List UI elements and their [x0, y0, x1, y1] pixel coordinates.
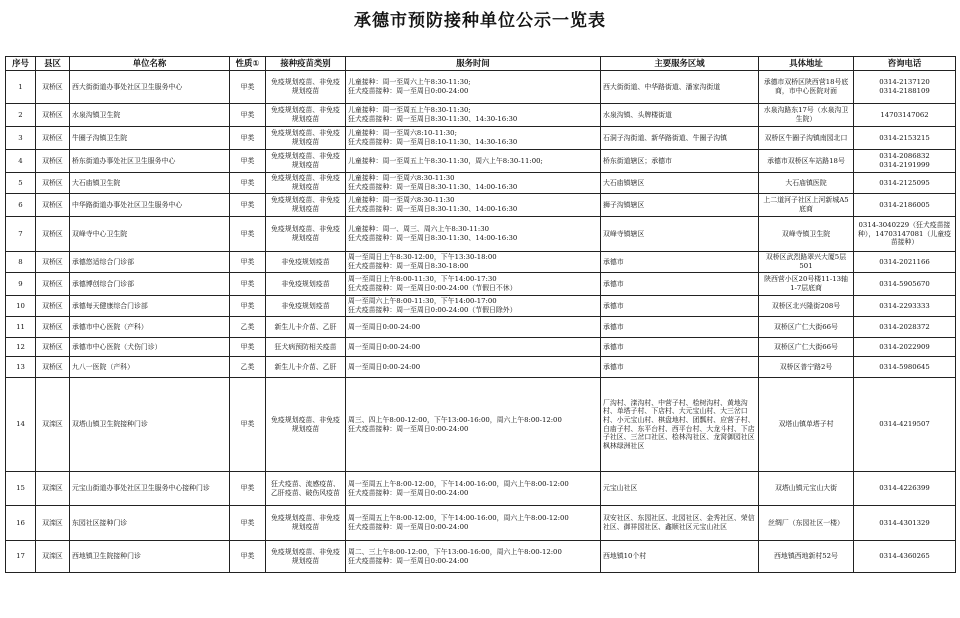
- cell-phone: 0314-4219507: [854, 378, 956, 472]
- cell-county: 双滦区: [36, 541, 70, 573]
- cell-vaccine-type: 免疫规划疫苗、非免疫规划疫苗: [266, 104, 346, 127]
- cell-county: 双桥区: [36, 357, 70, 378]
- cell-county: 双桥区: [36, 252, 70, 273]
- cell-phone: 14703147062: [854, 104, 956, 127]
- table-row: [6, 378, 956, 472]
- cell-no: 8: [6, 252, 36, 273]
- cell-no: 13: [6, 357, 36, 378]
- cell-nature: 乙类: [230, 317, 266, 338]
- cell-nature: 甲类: [230, 252, 266, 273]
- cell-service-time: 周一至周日0:00-24:00: [346, 338, 601, 357]
- cell-service-area: 大石庙镇辖区: [601, 173, 759, 194]
- cell-no: 7: [6, 217, 36, 252]
- cell-unit-name: 中华路街道办事处社区卫生服务中心: [70, 194, 230, 217]
- cell-vaccine-type: 免疫规划疫苗、非免疫规划疫苗: [266, 71, 346, 104]
- cell-county: 双桥区: [36, 127, 70, 150]
- cell-vaccine-type: 新生儿卡介苗、乙肝: [266, 317, 346, 338]
- cell-address: 丝绸厂（东园社区一楼）: [759, 506, 854, 541]
- cell-nature: 甲类: [230, 338, 266, 357]
- cell-nature: 甲类: [230, 217, 266, 252]
- cell-county: 双桥区: [36, 338, 70, 357]
- cell-unit-name: 牛圈子沟镇卫生院: [70, 127, 230, 150]
- cell-service-area: 厂沟村、滦沟村、中营子村、桧树沟村、黄地沟村、单塔子村、下店村、大元宝山村、大三岔口村、小元宝山村、棋盘地村、团瓢村、应营子村、白庙子村、东平台村、西平台村、大龙斗村、下店子社区、三岔口社区、桧林沟社区、龙窝御园社区 枫林绿洲社区: [601, 378, 759, 472]
- cell-service-time: 周三、四上午8:00-12:00，下午13:00-16:00，周六上午8:00-12:00 狂犬疫苗接种：周一至周日0:00-24:00: [346, 378, 601, 472]
- cell-address: 承德市双桥区车站路18号: [759, 150, 854, 173]
- cell-vaccine-type: 免疫规划疫苗、非免疫规划疫苗: [266, 173, 346, 194]
- cell-nature: 甲类: [230, 541, 266, 573]
- cell-phone: 0314-5980645: [854, 357, 956, 378]
- cell-unit-name: 西大街街道办事处社区卫生服务中心: [70, 71, 230, 104]
- cell-vaccine-type: 狂犬病预防相关疫苗: [266, 338, 346, 357]
- cell-service-time: 周一至周六上午8:00-11:30，下午14:00-17:00 狂犬疫苗接种：周一至周日0:00-24:00（节假日除外）: [346, 296, 601, 317]
- cell-no: 17: [6, 541, 36, 573]
- table-row: [6, 317, 956, 338]
- cell-unit-name: 元宝山街道办事处社区卫生服务中心接种门诊: [70, 472, 230, 506]
- cell-vaccine-type: 免疫规划疫苗、非免疫规划疫苗: [266, 194, 346, 217]
- cell-county: 双滦区: [36, 472, 70, 506]
- cell-unit-name: 西地镇卫生院接种门诊: [70, 541, 230, 573]
- cell-vaccine-type: 免疫规划疫苗、非免疫规划疫苗: [266, 217, 346, 252]
- table-row: [6, 104, 956, 127]
- cell-unit-name: 水泉沟镇卫生院: [70, 104, 230, 127]
- header-address: 具体地址: [759, 57, 854, 71]
- cell-address: 陕西营小区20号楼11-13轴1-7层底商: [759, 273, 854, 296]
- cell-unit-name: 承德每天健康综合门诊部: [70, 296, 230, 317]
- cell-phone: 0314-2186005: [854, 194, 956, 217]
- cell-phone: 0314-2021166: [854, 252, 956, 273]
- cell-vaccine-type: 非免疫规划疫苗: [266, 273, 346, 296]
- cell-service-area: 石洞子沟街道、新华路街道、牛圈子沟镇: [601, 127, 759, 150]
- header-service-area: 主要服务区域: [601, 57, 759, 71]
- cell-vaccine-type: 免疫规划疫苗、非免疫规划疫苗: [266, 506, 346, 541]
- cell-no: 10: [6, 296, 36, 317]
- cell-no: 6: [6, 194, 36, 217]
- cell-phone: 0314-2293333: [854, 296, 956, 317]
- cell-service-time: 周一至周日上午8:30-12:00，下午13:30-18:00 狂犬疫苗接种：周一至周日8:30-18:00: [346, 252, 601, 273]
- cell-phone: 0314-2153215: [854, 127, 956, 150]
- cell-vaccine-type: 免疫规划疫苗、非免疫规划疫苗: [266, 150, 346, 173]
- cell-county: 双桥区: [36, 104, 70, 127]
- cell-no: 12: [6, 338, 36, 357]
- cell-county: 双桥区: [36, 317, 70, 338]
- cell-phone: 0314-4226399: [854, 472, 956, 506]
- cell-nature: 甲类: [230, 194, 266, 217]
- cell-unit-name: 承德博创综合门诊部: [70, 273, 230, 296]
- cell-county: 双滦区: [36, 378, 70, 472]
- cell-county: 双滦区: [36, 506, 70, 541]
- cell-service-time: 周一至周五上午8:00-12:00，下午14:00-16:00，周六上午8:00-12:00 狂犬疫苗接种：周一至周日0:00-24:00: [346, 472, 601, 506]
- cell-service-time: 周二、三上午8:00-12:00，下午13:00-16:00，周六上午8:00-12:00 狂犬疫苗接种：周一至周日0:00-24:00: [346, 541, 601, 573]
- cell-nature: 甲类: [230, 71, 266, 104]
- header-vaccine-type: 接种疫苗类别: [266, 57, 346, 71]
- cell-service-time: 儿童接种：周一至周六8:30-11:30 狂犬疫苗接种：周一至周日8:30-11:30、14:00-16:30: [346, 194, 601, 217]
- cell-address: 上二道河子社区上河新城A5底商: [759, 194, 854, 217]
- cell-address: 双桥区北兴隆街208号: [759, 296, 854, 317]
- cell-phone: 0314-2086832 0314-2191999: [854, 150, 956, 173]
- cell-service-time: 周一至周日0:00-24:00: [346, 317, 601, 338]
- cell-service-time: 儿童接种：周一至周六8:30-11:30 狂犬疫苗接种：周一至周日8:30-11:30、14:00-16:30: [346, 173, 601, 194]
- cell-no: 16: [6, 506, 36, 541]
- cell-unit-name: 承德市中心医院（产科）: [70, 317, 230, 338]
- cell-service-area: 狮子沟镇辖区: [601, 194, 759, 217]
- cell-address: 双塔山镇单塔子村: [759, 378, 854, 472]
- cell-nature: 甲类: [230, 127, 266, 150]
- cell-service-time: 儿童接种：周一至周五上午8:30-11:30，周六上午8:30-11:00;: [346, 150, 601, 173]
- cell-address: 承德市双桥区陕西营18号底商，市中心医院对面: [759, 71, 854, 104]
- cell-county: 双桥区: [36, 273, 70, 296]
- cell-service-time: 周一至周日0:00-24:00: [346, 357, 601, 378]
- cell-nature: 甲类: [230, 506, 266, 541]
- table-row: [6, 252, 956, 273]
- cell-service-time: 儿童接种：周一、周三、周六上午8:30-11:30 狂犬疫苗接种：周一至周日8:30-11:30、14:00-16:30: [346, 217, 601, 252]
- cell-service-time: 周一至周五上午8:00-12:00，下午14:00-16:00，周六上午8:00-12:00 狂犬疫苗接种：周一至周日0:00-24:00: [346, 506, 601, 541]
- cell-vaccine-type: 新生儿卡介苗、乙肝: [266, 357, 346, 378]
- table-header-row: [6, 57, 956, 71]
- cell-county: 双桥区: [36, 71, 70, 104]
- vaccination-units-table: [5, 56, 956, 573]
- header-service-time: 服务时间: [346, 57, 601, 71]
- table-row: [6, 71, 956, 104]
- cell-service-area: 承德市: [601, 357, 759, 378]
- cell-service-area: 双安社区、东园社区、北园社区、金秀社区、荣信社区、御祥园社区、鑫顺社区元宝山社区: [601, 506, 759, 541]
- cell-address: 双桥区广仁大街66号: [759, 317, 854, 338]
- cell-address: 双桥区武烈路翠兴大厦5层501: [759, 252, 854, 273]
- cell-no: 2: [6, 104, 36, 127]
- cell-no: 14: [6, 378, 36, 472]
- cell-county: 双桥区: [36, 150, 70, 173]
- cell-vaccine-type: 非免疫规划疫苗: [266, 252, 346, 273]
- cell-service-area: 西地镇10个村: [601, 541, 759, 573]
- cell-vaccine-type: 非免疫规划疫苗: [266, 296, 346, 317]
- header-phone: 咨询电话: [854, 57, 956, 71]
- cell-nature: 甲类: [230, 104, 266, 127]
- cell-service-area: 西大街街道、中华路街道、潘家沟街道: [601, 71, 759, 104]
- cell-unit-name: 东园社区接种门诊: [70, 506, 230, 541]
- cell-unit-name: 承德市中心医院（犬伤门诊）: [70, 338, 230, 357]
- cell-phone: 0314-2028372: [854, 317, 956, 338]
- cell-unit-name: 双塔山镇卫生院接种门诊: [70, 378, 230, 472]
- cell-address: 水泉沟路东17号（水泉沟卫生院）: [759, 104, 854, 127]
- cell-service-area: 承德市: [601, 252, 759, 273]
- cell-vaccine-type: 免疫规划疫苗、非免疫规划疫苗: [266, 541, 346, 573]
- cell-nature: 乙类: [230, 357, 266, 378]
- table-row: [6, 150, 956, 173]
- cell-address: 双桥区广仁大街66号: [759, 338, 854, 357]
- cell-vaccine-type: 狂犬疫苗、流感疫苗、乙肝疫苗、破伤风疫苗: [266, 472, 346, 506]
- cell-address: 双峰寺镇卫生院: [759, 217, 854, 252]
- cell-service-area: 水泉沟镇、头牌楼街道: [601, 104, 759, 127]
- cell-no: 5: [6, 173, 36, 194]
- table-row: [6, 127, 956, 150]
- cell-phone: 0314-4301329: [854, 506, 956, 541]
- header-unit-name: 单位名称: [70, 57, 230, 71]
- table-row: [6, 173, 956, 194]
- cell-nature: 甲类: [230, 173, 266, 194]
- header-nature: 性质①: [230, 57, 266, 71]
- cell-no: 11: [6, 317, 36, 338]
- cell-unit-name: 承德悠适综合门诊部: [70, 252, 230, 273]
- cell-nature: 甲类: [230, 296, 266, 317]
- cell-service-area: 承德市: [601, 317, 759, 338]
- cell-service-area: 元宝山社区: [601, 472, 759, 506]
- cell-service-area: 承德市: [601, 338, 759, 357]
- cell-vaccine-type: 免疫规划疫苗、非免疫规划疫苗: [266, 127, 346, 150]
- cell-phone: 0314-3040229（狂犬疫苗接种），14703147081（儿童疫苗接种）: [854, 217, 956, 252]
- cell-county: 双桥区: [36, 194, 70, 217]
- cell-address: 双桥区普宁路2号: [759, 357, 854, 378]
- cell-phone: 0314-4360265: [854, 541, 956, 573]
- cell-nature: 甲类: [230, 273, 266, 296]
- header-county: 县区: [36, 57, 70, 71]
- cell-nature: 甲类: [230, 150, 266, 173]
- cell-address: 大石庙镇医院: [759, 173, 854, 194]
- table-row: [6, 357, 956, 378]
- cell-no: 9: [6, 273, 36, 296]
- cell-service-time: 儿童接种：周一至周六上午8:30-11:30; 狂犬疫苗接种：周一至周日0:00-24:00: [346, 71, 601, 104]
- cell-address: 西地镇西地新村52号: [759, 541, 854, 573]
- table-row: [6, 338, 956, 357]
- cell-service-time: 儿童接种：周一至周六8:10-11:30; 狂犬疫苗接种：周一至周日8:10-11:30、14:30-16:30: [346, 127, 601, 150]
- cell-no: 3: [6, 127, 36, 150]
- cell-phone: 0314-5905670: [854, 273, 956, 296]
- cell-nature: 甲类: [230, 378, 266, 472]
- table-row: [6, 194, 956, 217]
- cell-phone: 0314-2022909: [854, 338, 956, 357]
- cell-county: 双桥区: [36, 217, 70, 252]
- table-row: [6, 273, 956, 296]
- cell-nature: 甲类: [230, 472, 266, 506]
- cell-county: 双桥区: [36, 296, 70, 317]
- cell-unit-name: 桥东街道办事处社区卫生服务中心: [70, 150, 230, 173]
- cell-service-time: 儿童接种：周一至周五上午8:30-11:30; 狂犬疫苗接种：周一至周日8:30-11:30、14:30-16:30: [346, 104, 601, 127]
- cell-unit-name: 大石庙镇卫生院: [70, 173, 230, 194]
- table-body: [6, 71, 956, 573]
- cell-address: 双塔山镇元宝山大街: [759, 472, 854, 506]
- table-row: [6, 217, 956, 252]
- cell-county: 双桥区: [36, 173, 70, 194]
- cell-service-time: 周一至周日上午8:00-11:30，下午14:00-17:30 狂犬疫苗接种：周一至周日0:00-24:00（节假日不休）: [346, 273, 601, 296]
- table-row: [6, 472, 956, 506]
- cell-unit-name: 双峰寺中心卫生院: [70, 217, 230, 252]
- header-no: 序号: [6, 57, 36, 71]
- table-row: [6, 296, 956, 317]
- cell-no: 1: [6, 71, 36, 104]
- cell-service-area: 桥东街道辖区；承德市: [601, 150, 759, 173]
- cell-vaccine-type: 免疫规划疫苗、非免疫规划疫苗: [266, 378, 346, 472]
- cell-unit-name: 九八一医院（产科）: [70, 357, 230, 378]
- cell-service-area: 承德市: [601, 273, 759, 296]
- cell-service-area: 双峰寺镇辖区: [601, 217, 759, 252]
- cell-phone: 0314-2125095: [854, 173, 956, 194]
- table-row: [6, 541, 956, 573]
- cell-address: 双桥区牛圈子沟镇南园北口: [759, 127, 854, 150]
- cell-phone: 0314-2137120 0314-2188109: [854, 71, 956, 104]
- cell-no: 4: [6, 150, 36, 173]
- table-row: [6, 506, 956, 541]
- cell-no: 15: [6, 472, 36, 506]
- cell-service-area: 承德市: [601, 296, 759, 317]
- page-title: 承德市预防接种单位公示一览表: [354, 11, 606, 31]
